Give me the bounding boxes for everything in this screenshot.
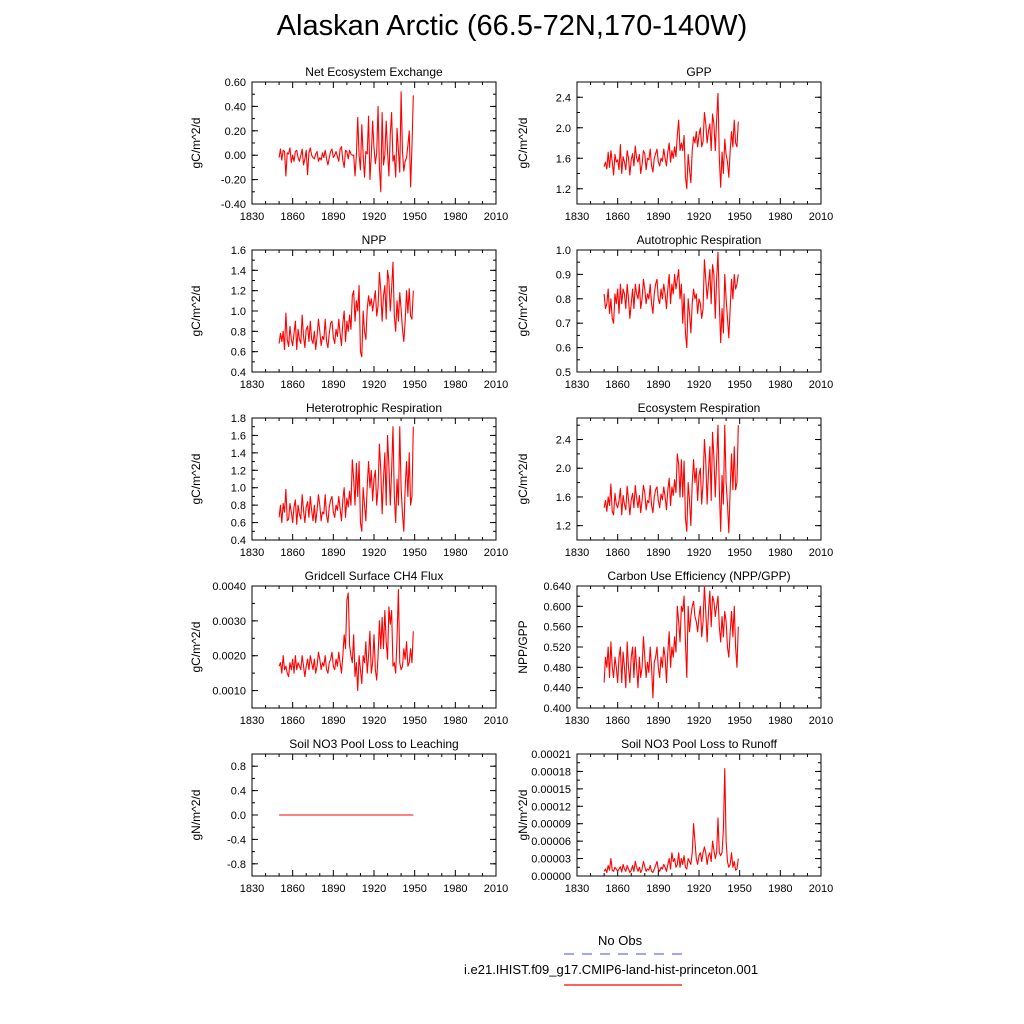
x-tick-label: 1830 xyxy=(239,715,265,727)
panel-title: GPP xyxy=(686,65,712,79)
x-tick-label: 1920 xyxy=(361,883,387,895)
y-axis-label: gC/m^2/d xyxy=(516,285,530,337)
y-tick-label: -0.8 xyxy=(227,858,246,871)
y-tick-label: 0.400 xyxy=(543,703,571,715)
x-tick-label: 2010 xyxy=(808,211,834,223)
y-axis-label: gC/m^2/d xyxy=(189,285,203,337)
x-tick-label: 2010 xyxy=(808,547,834,559)
y-tick-label: 2.4 xyxy=(555,434,571,447)
y-tick-label: 1.6 xyxy=(555,153,571,166)
x-tick-label: 1830 xyxy=(564,211,590,223)
y-axis-label: NPP/GPP xyxy=(516,620,530,674)
x-tick-label: 1980 xyxy=(768,715,793,727)
y-tick-label: 0.20 xyxy=(224,125,246,138)
x-tick-label: 1920 xyxy=(361,547,387,559)
series-line xyxy=(279,427,413,532)
y-tick-label: 1.6 xyxy=(555,491,571,504)
series-line xyxy=(604,425,738,533)
y-tick-label: 1.2 xyxy=(230,285,246,298)
x-tick-label: 1830 xyxy=(239,211,265,223)
y-tick-label: 0.00003 xyxy=(531,853,571,866)
y-tick-label: -0.40 xyxy=(220,199,246,211)
x-tick-label: 1980 xyxy=(443,715,468,727)
x-tick-label: 1830 xyxy=(239,379,265,391)
y-tick-label: 1.4 xyxy=(230,265,246,278)
x-tick-label: 1950 xyxy=(402,211,427,223)
y-tick-label: 0.8 xyxy=(230,761,246,774)
y-tick-label: 0.6 xyxy=(230,517,246,530)
x-tick-label: 1920 xyxy=(686,379,712,391)
x-tick-label: 2010 xyxy=(483,547,509,559)
x-tick-label: 1860 xyxy=(280,883,305,895)
x-tick-label: 1920 xyxy=(361,715,387,727)
y-tick-label: 0.440 xyxy=(543,682,571,695)
y-tick-label: 0.4 xyxy=(230,367,246,379)
panel-title: Carbon Use Efficiency (NPP/GPP) xyxy=(607,569,791,583)
y-tick-label: 0.6 xyxy=(230,346,246,359)
y-axis-label: gN/m^2/d xyxy=(189,789,203,841)
x-tick-label: 1920 xyxy=(686,883,712,895)
y-axis-label: gC/m^2/d xyxy=(189,453,203,505)
y-tick-label: 1.6 xyxy=(230,430,246,443)
y-tick-label: 1.0 xyxy=(555,245,571,257)
y-tick-label: -0.20 xyxy=(220,174,246,187)
x-tick-label: 1950 xyxy=(402,715,427,727)
x-tick-label: 2010 xyxy=(808,715,834,727)
y-axis-label: gC/m^2/d xyxy=(516,453,530,505)
y-tick-label: 1.2 xyxy=(230,465,246,478)
panel-title: Soil NO3 Pool Loss to Leaching xyxy=(289,737,459,751)
y-tick-label: 0.00009 xyxy=(531,818,571,831)
plot-frame xyxy=(252,250,496,372)
series-line xyxy=(604,93,738,188)
y-tick-label: 0.8 xyxy=(230,326,246,339)
y-tick-label: 0.0010 xyxy=(212,685,246,698)
plot-frame xyxy=(577,82,821,204)
x-tick-label: 1860 xyxy=(605,211,630,223)
y-tick-label: 0.560 xyxy=(543,621,571,634)
y-tick-label: 0.5 xyxy=(555,367,571,379)
y-tick-label: 1.0 xyxy=(230,306,246,318)
series-line xyxy=(604,586,738,698)
x-tick-label: 1950 xyxy=(727,715,752,727)
y-tick-label: 0.60 xyxy=(224,77,246,89)
x-tick-label: 2010 xyxy=(808,883,834,895)
x-tick-label: 2010 xyxy=(808,379,834,391)
x-tick-label: 1980 xyxy=(443,547,468,559)
panel-title: Heterotrophic Respiration xyxy=(305,401,443,415)
x-tick-label: 2010 xyxy=(483,883,509,895)
series-line xyxy=(604,252,738,347)
y-tick-label: 1.0 xyxy=(230,482,246,495)
y-tick-label: 0.00015 xyxy=(531,783,571,796)
y-tick-label: 1.2 xyxy=(555,183,571,196)
y-tick-label: 0.00 xyxy=(224,150,246,163)
x-tick-label: 1980 xyxy=(768,211,793,223)
plot-frame xyxy=(577,250,821,372)
x-tick-label: 1830 xyxy=(564,547,590,559)
y-axis-label: gC/m^2/d xyxy=(189,621,203,673)
x-tick-label: 1830 xyxy=(239,547,265,559)
y-tick-label: 0.00018 xyxy=(531,766,571,779)
y-tick-label: 0.6 xyxy=(555,342,571,355)
x-tick-label: 1950 xyxy=(402,547,427,559)
x-tick-label: 1980 xyxy=(443,211,468,223)
y-tick-label: 0.7 xyxy=(555,318,571,331)
x-tick-label: 1890 xyxy=(646,883,671,895)
x-tick-label: 1980 xyxy=(443,379,468,391)
y-tick-label: 0.600 xyxy=(543,601,571,614)
x-tick-label: 1950 xyxy=(727,211,752,223)
panel-title: Gridcell Surface CH4 Flux xyxy=(304,569,444,583)
x-tick-label: 1920 xyxy=(361,211,387,223)
y-tick-label: 0.0040 xyxy=(212,581,246,593)
x-tick-label: 1860 xyxy=(605,379,630,391)
series-line xyxy=(279,92,413,192)
panel-title: Net Ecosystem Exchange xyxy=(305,65,443,79)
y-tick-label: 0.4 xyxy=(230,535,246,547)
x-tick-label: 1860 xyxy=(605,883,630,895)
y-tick-label: 0.00021 xyxy=(531,749,571,761)
y-tick-label: 0.480 xyxy=(543,662,571,675)
y-tick-label: 2.0 xyxy=(555,463,571,476)
y-tick-label: 0.0020 xyxy=(212,650,246,663)
y-tick-label: 0.00000 xyxy=(531,871,571,883)
x-tick-label: 1860 xyxy=(605,715,630,727)
x-tick-label: 1860 xyxy=(605,547,630,559)
y-tick-label: 0.0 xyxy=(230,810,246,822)
x-tick-label: 1920 xyxy=(686,211,712,223)
legend-model-label: i.e21.IHIST.f09_g17.CMIP6-land-hist-princeton.001 xyxy=(464,962,759,977)
x-tick-label: 1890 xyxy=(646,547,671,559)
series-line xyxy=(279,589,413,690)
y-tick-label: 0.00012 xyxy=(531,801,571,814)
series-line xyxy=(604,769,738,873)
y-tick-label: 0.0030 xyxy=(212,615,246,628)
y-axis-label: gN/m^2/d xyxy=(516,789,530,841)
x-tick-label: 2010 xyxy=(483,715,509,727)
x-tick-label: 1890 xyxy=(646,211,671,223)
page-title: Alaskan Arctic (66.5-72N,170-140W) xyxy=(276,10,748,42)
x-tick-label: 1890 xyxy=(321,715,346,727)
y-tick-label: 0.640 xyxy=(543,581,571,593)
x-tick-label: 1980 xyxy=(768,883,793,895)
y-axis-label: gC/m^2/d xyxy=(189,117,203,169)
x-tick-label: 1950 xyxy=(727,547,752,559)
x-tick-label: 1890 xyxy=(321,883,346,895)
x-tick-label: 1950 xyxy=(727,379,752,391)
x-tick-label: 1920 xyxy=(686,547,712,559)
x-tick-label: 1830 xyxy=(564,715,590,727)
x-tick-label: 1890 xyxy=(321,547,346,559)
x-tick-label: 1830 xyxy=(564,883,590,895)
x-tick-label: 1830 xyxy=(239,883,265,895)
x-tick-label: 1890 xyxy=(646,715,671,727)
y-tick-label: 0.9 xyxy=(555,269,571,282)
x-tick-label: 1980 xyxy=(768,547,793,559)
panel-title: NPP xyxy=(361,233,387,247)
x-tick-label: 1860 xyxy=(280,547,305,559)
x-tick-label: 1890 xyxy=(321,379,346,391)
y-tick-label: 2.0 xyxy=(555,122,571,135)
y-tick-label: 0.00006 xyxy=(531,836,571,849)
x-tick-label: 1920 xyxy=(686,715,712,727)
y-tick-label: 1.4 xyxy=(230,447,246,460)
x-tick-label: 1950 xyxy=(402,379,427,391)
y-tick-label: 2.4 xyxy=(555,92,571,105)
x-tick-label: 1830 xyxy=(564,379,590,391)
series-line xyxy=(279,262,413,357)
panel-title: Soil NO3 Pool Loss to Runoff xyxy=(621,737,777,751)
x-tick-label: 1890 xyxy=(321,211,346,223)
x-tick-label: 2010 xyxy=(483,211,509,223)
x-tick-label: 1980 xyxy=(768,379,793,391)
y-tick-label: 0.520 xyxy=(543,642,571,654)
plot-frame xyxy=(577,586,821,708)
y-tick-label: 1.2 xyxy=(555,520,571,533)
y-tick-label: 0.8 xyxy=(230,500,246,513)
y-axis-label: gC/m^2/d xyxy=(516,117,530,169)
x-tick-label: 1950 xyxy=(727,883,752,895)
x-tick-label: 1950 xyxy=(402,883,427,895)
panel-title: Autotrophic Respiration xyxy=(636,233,762,247)
y-tick-label: 1.8 xyxy=(230,413,246,425)
x-tick-label: 1860 xyxy=(280,379,305,391)
legend-obs-label: No Obs xyxy=(598,933,643,948)
x-tick-label: 1860 xyxy=(280,211,305,223)
x-tick-label: 1860 xyxy=(280,715,305,727)
x-tick-label: 1890 xyxy=(646,379,671,391)
y-tick-label: 1.6 xyxy=(230,245,246,257)
x-tick-label: 1920 xyxy=(361,379,387,391)
panel-title: Ecosystem Respiration xyxy=(637,401,761,415)
y-tick-label: 0.40 xyxy=(224,101,246,114)
y-tick-label: 0.4 xyxy=(230,785,246,798)
x-tick-label: 2010 xyxy=(483,379,509,391)
x-tick-label: 1980 xyxy=(443,883,468,895)
y-tick-label: 0.8 xyxy=(555,293,571,306)
y-tick-label: -0.4 xyxy=(227,834,246,847)
